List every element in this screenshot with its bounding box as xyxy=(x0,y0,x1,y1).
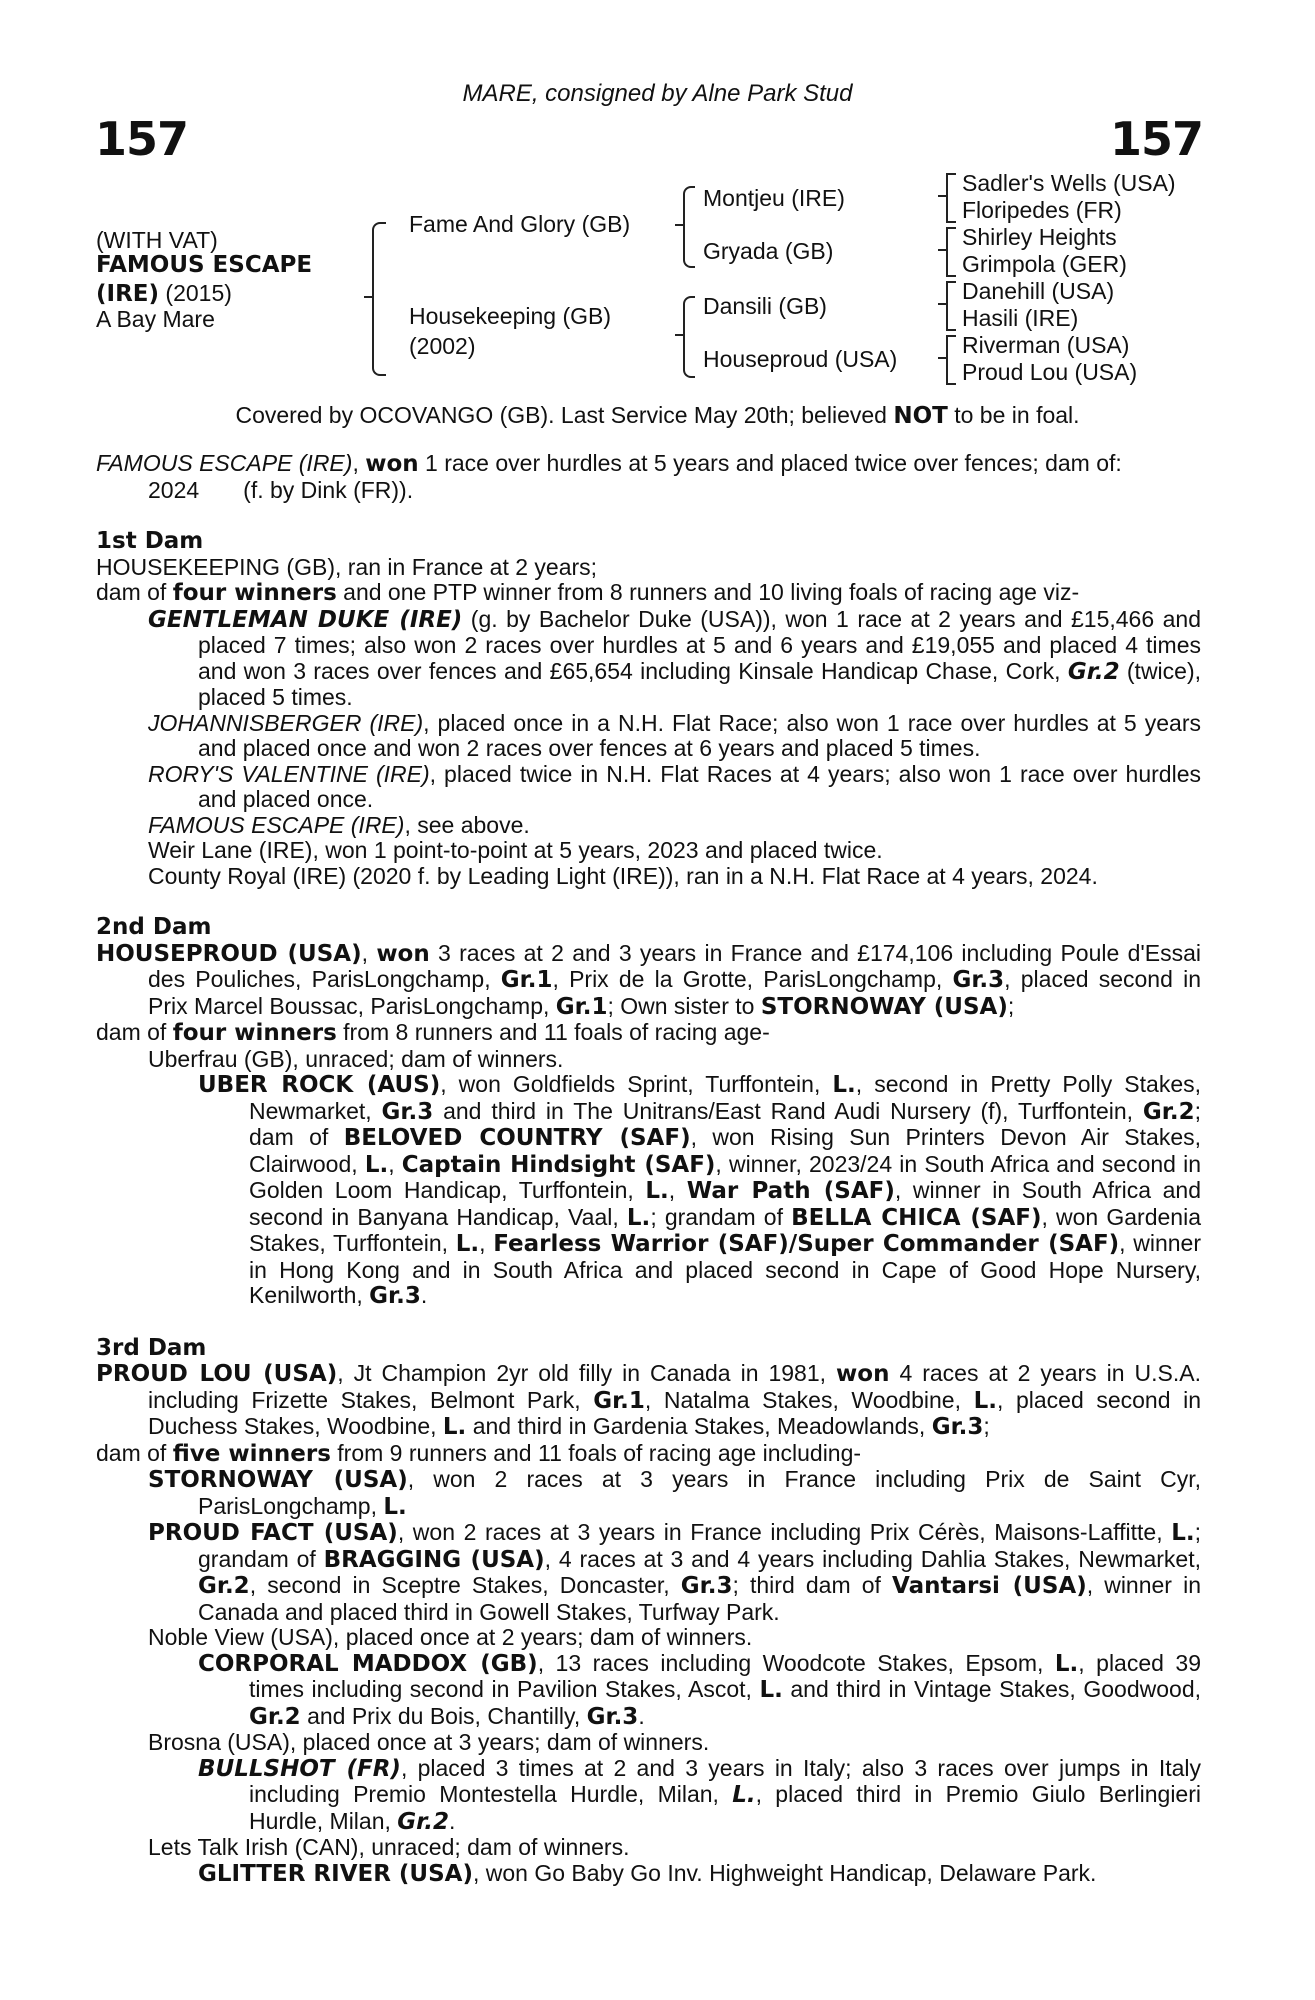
horse-year: (2015) xyxy=(159,280,232,306)
ssd: Floripedes (FR) xyxy=(962,197,1122,223)
offspring-uberfrau: Uberfrau (GB), unraced; dam of winners. xyxy=(148,1045,564,1072)
grade: L. xyxy=(364,1151,389,1178)
grade: L. xyxy=(832,1072,856,1098)
brace-gen1-tick xyxy=(364,296,374,298)
grade: Gr.3 xyxy=(381,1098,434,1125)
damof-a: dam of xyxy=(96,1019,173,1045)
offspring-corporal-maddox xyxy=(96,1651,1201,1731)
offspring-text: , see above. xyxy=(404,811,530,838)
second-dam-heading: 2nd Dam xyxy=(96,914,212,940)
t: ; grandam of xyxy=(198,1519,1201,1572)
brace-g3-2-tick xyxy=(938,249,948,251)
damof-a: dam of xyxy=(96,579,173,605)
grade: Gr.3 xyxy=(369,1283,421,1309)
t: ; grandam of xyxy=(650,1203,792,1230)
offspring-noble-view: Noble View (USA), placed once at 2 years; dam of winners. xyxy=(148,1624,753,1650)
dss: Danehill (USA) xyxy=(962,278,1115,304)
offspring-county-royal: County Royal (IRE) (2020 f. by Leading Light (IRE)), ran in a N.H. Flat Race at 4 years, 2024. xyxy=(148,862,1098,889)
t: , xyxy=(388,1150,402,1177)
produce-foal xyxy=(96,478,1201,504)
damof-a: dam of xyxy=(96,1439,173,1466)
t: , placed 3 times at 2 and 3 years in Italy; also 3 races over jumps in Italy including Premio Montestella Hurdle, Milan, xyxy=(249,1754,1201,1807)
third-dam-heading: 3rd Dam xyxy=(96,1334,207,1361)
covered-not: NOT xyxy=(893,403,948,429)
t: , won 2 races at 3 years in France including Prix de Saint Cyr, ParisLongchamp, xyxy=(198,1466,1201,1519)
lot-number-right: 157 xyxy=(1109,112,1203,166)
horse-name: FAMOUS ESCAPE xyxy=(96,252,313,278)
horse-name: Vantarsi (USA) xyxy=(892,1573,1087,1599)
t: and third in Vintage Stakes, Goodwood, xyxy=(782,1676,1201,1702)
brace-g3-4 xyxy=(946,335,956,385)
offspring-text: , placed once in a N.H. Flat Race; also won 1 race over hurdles at 5 years and placed once and won 2 races over fences at 6 years and placed 5 times. xyxy=(198,709,1201,761)
brace-g3-1 xyxy=(946,173,956,223)
brace-gen1 xyxy=(372,222,386,376)
sire-sire: Montjeu (IRE) xyxy=(703,185,845,211)
produce-rest: 1 race over hurdles at 5 years and placed twice over fences; dam of: xyxy=(418,450,1122,476)
horse-country: (IRE) xyxy=(96,281,160,307)
horse-name: Captain Hindsight (SAF) xyxy=(401,1151,716,1178)
t: ; Own sister to xyxy=(607,992,761,1019)
damof-winners: five winners xyxy=(172,1440,331,1467)
grade: Gr.3 xyxy=(586,1703,639,1730)
sire-dam: Gryada (GB) xyxy=(703,238,834,264)
grade: L. xyxy=(626,1204,651,1231)
offspring-stornoway xyxy=(96,1467,1201,1520)
third-dam-damof xyxy=(96,1441,1201,1468)
t: , 4 races at 3 and 4 years including Dahlia Stakes, Newmarket, xyxy=(544,1545,1201,1572)
covered-note xyxy=(0,402,1315,429)
sep: , xyxy=(361,939,377,966)
offspring-name: STORNOWAY (USA) xyxy=(148,1467,408,1493)
dsd: Hasili (IRE) xyxy=(962,305,1079,331)
grade: Gr.2 xyxy=(1142,1098,1195,1125)
horse-name: BRAGGING (USA) xyxy=(323,1546,545,1573)
lot-number-left: 157 xyxy=(95,112,189,166)
offspring-johannisberger xyxy=(96,711,1201,762)
dam-name: PROUD LOU (USA) xyxy=(96,1361,338,1387)
sss: Sadler's Wells (USA) xyxy=(962,170,1176,196)
dam-name: HOUSEPROUD (USA) xyxy=(96,940,362,967)
damof-c: from 8 runners and 11 foals of racing age- xyxy=(336,1019,770,1045)
t: , won 2 races at 3 years in France including Prix Cérès, Maisons-Laffitte, xyxy=(397,1519,1172,1545)
offspring-name: GENTLEMAN DUKE (IRE) xyxy=(148,606,463,633)
brace-dam-tick xyxy=(675,334,685,336)
horse-name: War Path (SAF) xyxy=(686,1178,895,1204)
t: , winner in Hong Kong and in South Africa and placed second in Cape of Good Hope Nursery, Kenilworth, xyxy=(249,1230,1201,1308)
offspring-name: BULLSHOT (FR) xyxy=(198,1755,401,1782)
t: , placed 39 times including second in Pavilion Stakes, Ascot, xyxy=(249,1649,1201,1702)
grade: Gr.1 xyxy=(555,993,608,1020)
t: . xyxy=(448,1807,456,1834)
sds: Shirley Heights xyxy=(962,224,1117,250)
t: , xyxy=(668,1177,687,1203)
offspring-proud-fact xyxy=(96,1520,1201,1625)
sdd: Grimpola (GER) xyxy=(962,251,1127,277)
sister-name: STORNOWAY (USA) xyxy=(760,993,1008,1020)
covered-end: to be in foal. xyxy=(947,402,1080,428)
grade: L. xyxy=(645,1178,669,1204)
offspring-weir-lane: Weir Lane (IRE), won 1 point-to-point at 5 years, 2023 and placed twice. xyxy=(148,837,883,863)
grade: L. xyxy=(1054,1650,1079,1677)
t: and third in The Unitrans/East Rand Audi Nursery (f), Turffontein, xyxy=(433,1097,1143,1124)
offspring-uber-rock xyxy=(96,1072,1201,1310)
first-dam-damof xyxy=(96,580,1201,607)
brace-g3-3-tick xyxy=(938,303,948,305)
dam: Housekeeping (GB) xyxy=(409,303,611,329)
grade: Gr.2 xyxy=(198,1573,250,1599)
brace-sire-tick xyxy=(675,224,685,226)
t: . xyxy=(420,1282,428,1308)
t: , won Goldfields Sprint, Turffontein, xyxy=(440,1071,833,1097)
grade: L. xyxy=(383,1493,407,1520)
grade: Gr.2 xyxy=(397,1808,449,1835)
t: , second in Pretty Polly Stakes, Newmarket, xyxy=(249,1071,1202,1124)
offspring-lets-talk-irish: Lets Talk Irish (CAN), unraced; dam of winners. xyxy=(148,1834,630,1860)
grade: L. xyxy=(442,1414,467,1440)
first-dam-intro: HOUSEKEEPING (GB), ran in France at 2 years; xyxy=(96,553,598,580)
horse-name: Fearless Warrior (SAF)/Super Commander (SAF) xyxy=(493,1231,1120,1257)
grade: Gr.3 xyxy=(952,967,1005,993)
offspring-name: FAMOUS ESCAPE (IRE) xyxy=(148,811,405,838)
consignor-subtitle: MARE, consigned by Alne Park Stud xyxy=(462,80,853,107)
damof-winners: four winners xyxy=(172,1020,337,1046)
t: , winner in Canada and placed third in Gowell Stakes, Turfway Park. xyxy=(198,1572,1201,1625)
grade: L. xyxy=(973,1387,997,1414)
produce-name: FAMOUS ESCAPE (IRE) xyxy=(96,450,353,476)
t: , placed second in Duchess Stakes, Woodbine, xyxy=(148,1386,1202,1439)
second-dam-damof xyxy=(96,1020,1201,1047)
offspring-name: GLITTER RIVER (USA) xyxy=(198,1860,473,1887)
grade: L. xyxy=(732,1782,756,1808)
damof-c: from 9 runners and 11 foals of racing age including- xyxy=(330,1439,862,1466)
brace-g3-4-tick xyxy=(938,357,948,359)
t: ; xyxy=(1007,992,1015,1019)
t: , won Go Baby Go Inv. Highweight Handicap, Delaware Park. xyxy=(473,1859,1097,1886)
t: 4 races at 2 years in U.S.A. including Frizette Stakes, Belmont Park, xyxy=(148,1360,1201,1413)
t: ; dam of xyxy=(249,1097,1201,1150)
t: , second in Sceptre Stakes, Doncaster, xyxy=(249,1572,681,1598)
offspring-bullshot xyxy=(96,1756,1201,1836)
dam-year: (2002) xyxy=(409,333,476,359)
produce-won: won xyxy=(365,451,419,477)
offspring-name: PROUD FACT (USA) xyxy=(148,1520,398,1546)
t: , won Rising Sun Printers Devon Air Stakes, Clairwood, xyxy=(249,1124,1201,1177)
first-dam-heading: 1st Dam xyxy=(96,528,204,554)
grade: Gr.2 xyxy=(1067,658,1120,685)
grade: L. xyxy=(1171,1520,1195,1546)
grade: L. xyxy=(759,1677,783,1703)
brace-g3-2 xyxy=(946,227,956,277)
offspring-glitter-river xyxy=(96,1861,1201,1888)
t: , xyxy=(479,1230,494,1256)
grade: Gr.2 xyxy=(249,1703,301,1730)
t: , 13 races including Woodcote Stakes, Epsom, xyxy=(537,1649,1055,1676)
catalogue-body xyxy=(96,451,1201,1887)
second-dam-record xyxy=(96,941,1201,1021)
grade: Gr.3 xyxy=(931,1414,984,1440)
grade: Gr.3 xyxy=(680,1573,733,1599)
horse-description: A Bay Mare xyxy=(96,306,215,332)
grade: Gr.1 xyxy=(500,967,553,993)
brace-dam-side xyxy=(683,296,695,378)
t: , Prix de la Grotte, ParisLongchamp, xyxy=(552,966,953,992)
produce-foal-year: 2024 xyxy=(148,476,200,503)
offspring-rorys-valentine xyxy=(96,762,1201,813)
produce-foal-desc: (f. by Dink (FR)). xyxy=(243,476,414,503)
covered-text: Covered by OCOVANGO (GB). Last Service May 20th; believed xyxy=(235,402,894,428)
t: and third in Gardenia Stakes, Meadowlands, xyxy=(466,1413,932,1439)
brace-g3-1-tick xyxy=(938,195,948,197)
damof-winners: four winners xyxy=(172,580,337,606)
offspring-gentleman-duke xyxy=(96,607,1201,711)
offspring-text: (g. by Bachelor Duke (USA)), won 1 race at 2 years and £15,466 and placed 7 times; also won 2 races over hurdles at 5 and 6 years and £19,055 and placed 4 times and won 3 races over fences and £65,654 including Kinsale Handicap Chase, Cork, xyxy=(198,605,1201,684)
third-dam-record xyxy=(96,1361,1201,1441)
won: won xyxy=(376,940,430,967)
damof-c: and one PTP winner from 8 runners and 10 living foals of racing age viz- xyxy=(336,579,1080,605)
t: , Jt Champion 2yr old filly in Canada in 1981, xyxy=(337,1360,837,1386)
offspring-end: (twice), placed 5 times. xyxy=(198,657,1201,710)
offspring-text: , placed twice in N.H. Flat Races at 4 years; also won 1 race over hurdles and placed once. xyxy=(198,760,1201,812)
vat-note: (WITH VAT) xyxy=(96,227,218,253)
produce-sep: , xyxy=(352,450,366,476)
won: won xyxy=(836,1361,890,1387)
t: , placed third in Premio Giulo Berlingieri Hurdle, Milan, xyxy=(249,1781,1201,1834)
dam-sire: Dansili (GB) xyxy=(703,293,827,319)
t: and Prix du Bois, Chantilly, xyxy=(300,1702,587,1729)
offspring-name: CORPORAL MADDOX (GB) xyxy=(198,1650,538,1677)
offspring-brosna: Brosna (USA), placed once at 3 years; dam of winners. xyxy=(148,1729,710,1755)
t: , winner, 2023/24 in South Africa and second in Golden Loom Handicap, Turffontein, xyxy=(249,1150,1202,1203)
brace-sire-side xyxy=(683,186,695,268)
offspring-name: UBER ROCK (AUS) xyxy=(198,1072,441,1098)
offspring-name: RORY'S VALENTINE (IRE) xyxy=(148,760,430,787)
t: . xyxy=(638,1702,645,1729)
horse-name: BELLA CHICA (SAF) xyxy=(791,1204,1042,1231)
ddd: Proud Lou (USA) xyxy=(962,359,1138,385)
t: 3 races at 2 and 3 years in France and £174,106 including Poule d'Essai des Pouliches, ParisLongchamp, xyxy=(148,939,1202,992)
t: , placed second in Prix Marcel Boussac, ParisLongchamp, xyxy=(148,966,1201,1019)
sire: Fame And Glory (GB) xyxy=(409,211,631,237)
grade: Gr.1 xyxy=(593,1387,645,1414)
t: , won Gardenia Stakes, Turffontein, xyxy=(249,1203,1201,1256)
grade: L. xyxy=(455,1231,480,1257)
t: ; xyxy=(983,1413,990,1439)
offspring-famous-escape xyxy=(96,813,1201,839)
t: ; third dam of xyxy=(732,1572,893,1598)
dam-dam: Houseproud (USA) xyxy=(703,346,898,372)
t: , Natalma Stakes, Woodbine, xyxy=(644,1386,974,1413)
horse-name-line2 xyxy=(96,280,232,308)
brace-g3-3 xyxy=(946,281,956,331)
t: , winner in South Africa and second in Banyana Handicap, Vaal, xyxy=(249,1177,1202,1230)
produce-record xyxy=(96,451,1201,478)
offspring-name: JOHANNISBERGER (IRE) xyxy=(148,709,424,736)
dds: Riverman (USA) xyxy=(962,332,1130,358)
horse-name: BELOVED COUNTRY (SAF) xyxy=(343,1125,691,1151)
